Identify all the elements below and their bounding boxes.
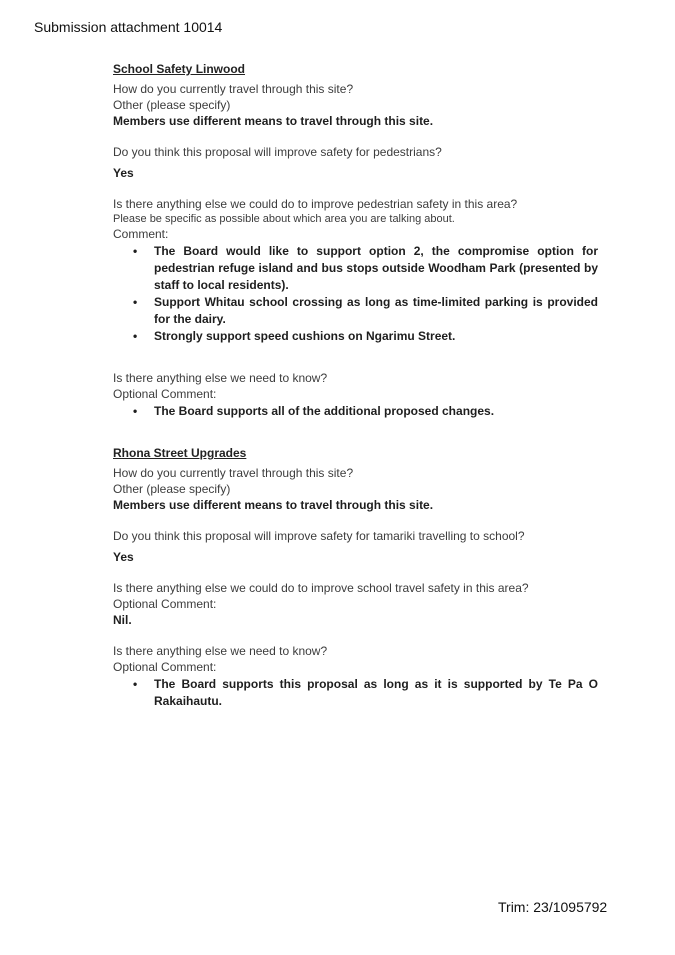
- document-header: Submission attachment 10014: [34, 19, 223, 35]
- question-travel: How do you currently travel through this site?: [113, 466, 354, 480]
- list-item: • The Board supports this proposal as long as it is supported by Te Pa O Rakaihautu.: [154, 676, 598, 710]
- safety-answer: Yes: [113, 166, 134, 180]
- question-safety: Do you think this proposal will improve safety for tamariki travelling to school?: [113, 529, 525, 543]
- travel-option: Other (please specify): [113, 98, 231, 112]
- question-improve: Is there anything else we could do to improve school travel safety in this area?: [113, 581, 529, 595]
- travel-option: Other (please specify): [113, 482, 231, 496]
- optional-comment-label: Optional Comment:: [113, 597, 217, 611]
- section-school-safety-linwood: [113, 61, 598, 420]
- safety-answer: Yes: [113, 550, 134, 564]
- section-heading: Rhona Street Upgrades: [113, 446, 247, 460]
- document-body: [113, 61, 598, 710]
- travel-answer: Members use different means to travel through this site.: [113, 498, 434, 512]
- question-else: Is there anything else we need to know?: [113, 644, 328, 658]
- question-travel: How do you currently travel through this site?: [113, 82, 354, 96]
- question-safety: Do you think this proposal will improve safety for pedestrians?: [113, 145, 442, 159]
- trim-reference: Trim: 23/1095792: [498, 899, 608, 915]
- list-item: • Support Whitau school crossing as long as time-limited parking is provided for the dairy.: [154, 294, 598, 328]
- question-improve: Is there anything else we could do to improve pedestrian safety in this area?: [113, 197, 518, 211]
- optional-comment-label: Optional Comment:: [113, 660, 217, 674]
- list-item: • The Board would like to support option 2, the compromise option for pedestrian refuge island and bus stops outside Woodham Park (presented by staff to local residents).: [154, 243, 598, 294]
- question-else: Is there anything else we need to know?: [113, 371, 328, 385]
- optional-comment-list: [113, 676, 598, 710]
- travel-answer: Members use different means to travel through this site.: [113, 114, 434, 128]
- comment-label: Comment:: [113, 227, 169, 241]
- question-hint: Please be specific as possible about which area you are talking about.: [113, 213, 455, 225]
- optional-comment-label: Optional Comment:: [113, 387, 217, 401]
- optional-comment-list: [113, 403, 598, 420]
- section-rhona-street-upgrades: [113, 445, 598, 710]
- comment-list: [113, 243, 598, 345]
- list-item: • The Board supports all of the additional proposed changes.: [154, 403, 598, 420]
- improve-answer: Nil.: [113, 613, 132, 627]
- section-heading: School Safety Linwood: [113, 62, 246, 76]
- list-item: • Strongly support speed cushions on Ngarimu Street.: [154, 328, 598, 345]
